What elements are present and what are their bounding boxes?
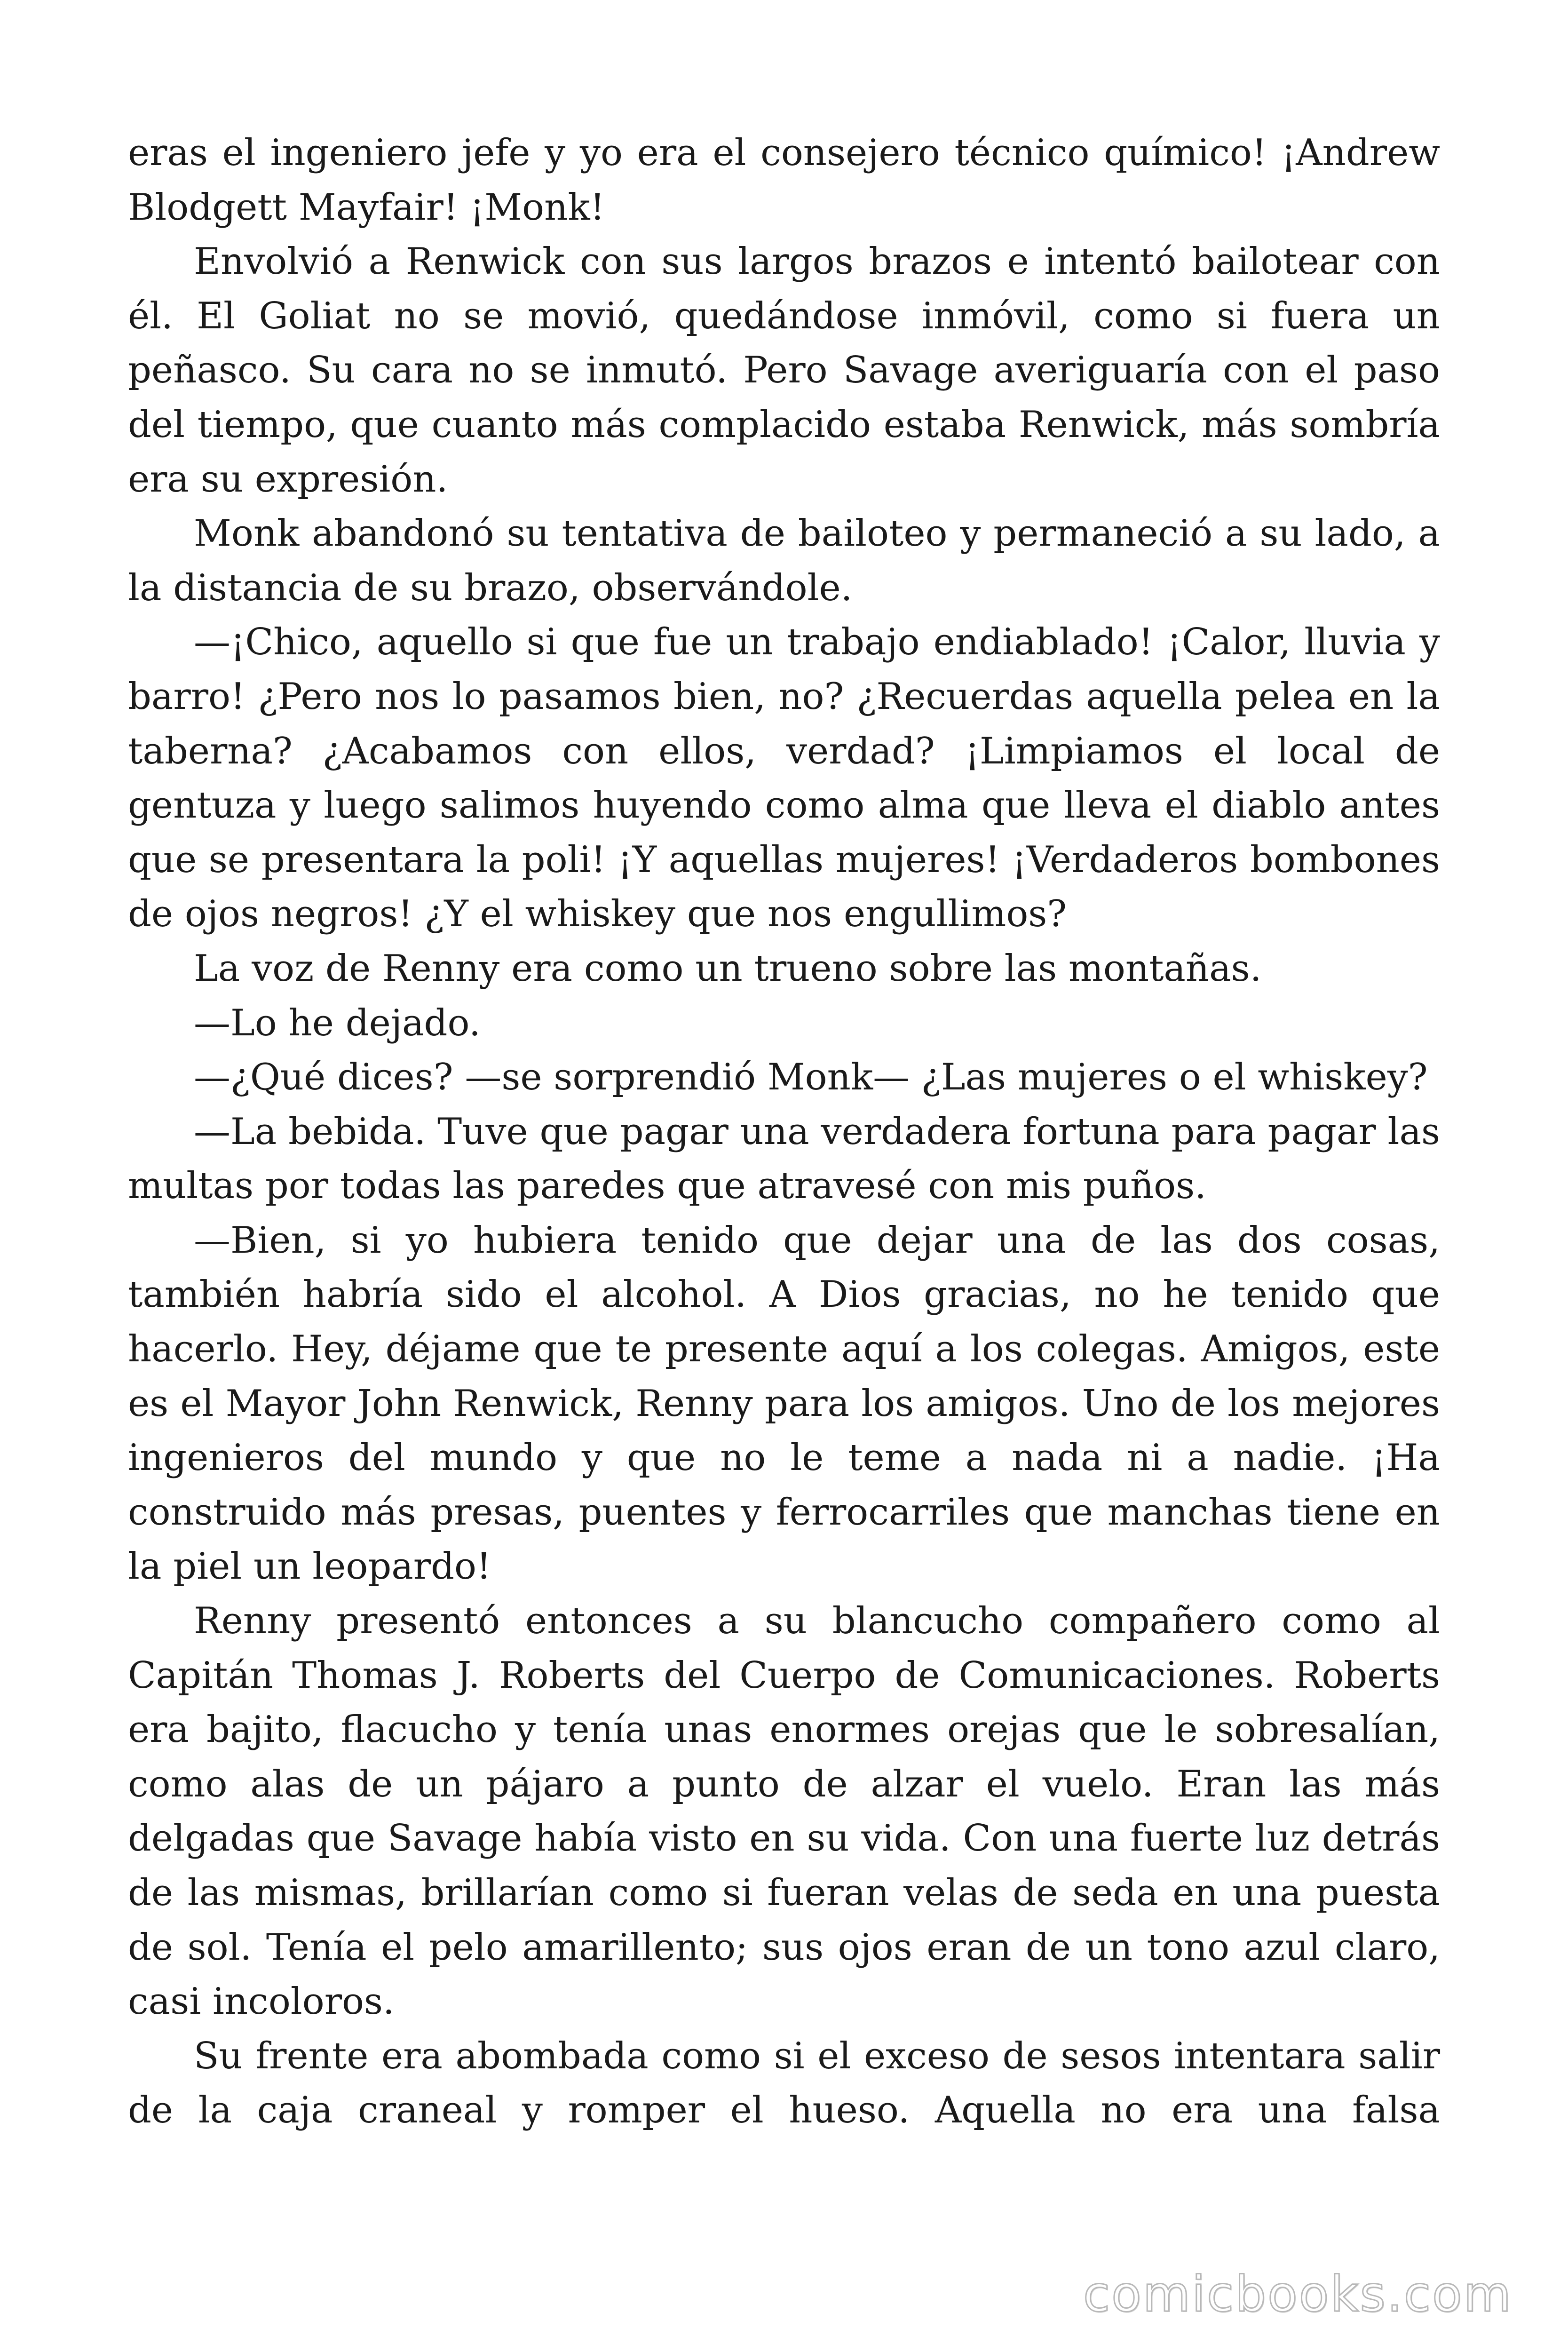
paragraph-2: Envolvió a Renwick con sus largos brazos e intentó bailotear con él. El Goliat no se movió, quedándose inmóvil, como si fuera un peñasco. Su cara no se inmutó. Pero Savage averiguaría con el paso del tiempo, que cuanto más complacido estaba Renwick, más sombría era su expresión.	[128, 240, 1440, 501]
paragraph-6: —Lo he dejado.	[194, 1001, 481, 1044]
paragraph-5: La voz de Renny era como un trueno sobre las montañas.	[194, 947, 1262, 990]
paragraph-10: Renny presentó entonces a su blancucho compañero como al Capitán Thomas J. Roberts del Cuerpo de Comunicaciones. Roberts era bajito, flacucho y tenía unas enormes orejas que le sobresalían, como alas de un pájaro a punto de alzar el vuelo. Eran las más delgadas que Savage había visto en su vida. Con una fuerte luz detrás de las mismas, brillarían como si fueran velas de seda en una puesta de sol. Tenía el pelo amarillento; sus ojos eran de un tono azul claro, casi incoloros.	[128, 1600, 1440, 2023]
watermark-logo: comicbooks.com	[1083, 2265, 1513, 2323]
paragraph-9: —Bien, si yo hubiera tenido que dejar una de las dos cosas, también habría sido el alcohol. A Dios gracias, no he tenido que hacerlo. Hey, déjame que te presente aquí a los colegas. Amigos, este es el Mayor John Renwick, Renny para los amigos. Uno de los mejores ingenieros del mundo y que no le teme a nada ni a nadie. ¡Ha construido más presas, puentes y ferrocarriles que manchas tiene en la piel un leopardo!	[128, 1219, 1440, 1588]
paragraph-8: —La bebida. Tuve que pagar una verdadera fortuna para pagar las multas por todas las paredes que atravesé con mis puños.	[128, 1110, 1440, 1208]
paragraph-7: —¿Qué dices? —se sorprendió Monk— ¿Las mujeres o el whiskey?	[194, 1056, 1428, 1099]
book-page	[128, 126, 1440, 2138]
paragraph-11: Su frente era abombada como si el exceso de sesos intentara salir de la caja craneal y romper el hueso. Aquella no era una falsa	[128, 2034, 1440, 2132]
paragraph-1: eras el ingeniero jefe y yo era el consejero técnico químico! ¡Andrew Blodgett Mayfair! ¡Monk!	[128, 132, 1440, 229]
paragraph-4: —¡Chico, aquello si que fue un trabajo endiablado! ¡Calor, lluvia y barro! ¿Pero nos lo pasamos bien, no? ¿Recuerdas aquella pelea en la taberna? ¿Acabamos con ellos, verdad? ¡Limpiamos el local de gentuza y luego salimos huyendo como alma que lleva el diablo antes que se presentara la poli! ¡Y aquellas mujeres! ¡Verdaderos bombones de ojos negros! ¿Y el whiskey que nos engullimos?	[128, 621, 1440, 936]
paragraph-3: Monk abandonó su tentativa de bailoteo y permaneció a su lado, a la distancia de su brazo, observándole.	[128, 512, 1440, 609]
